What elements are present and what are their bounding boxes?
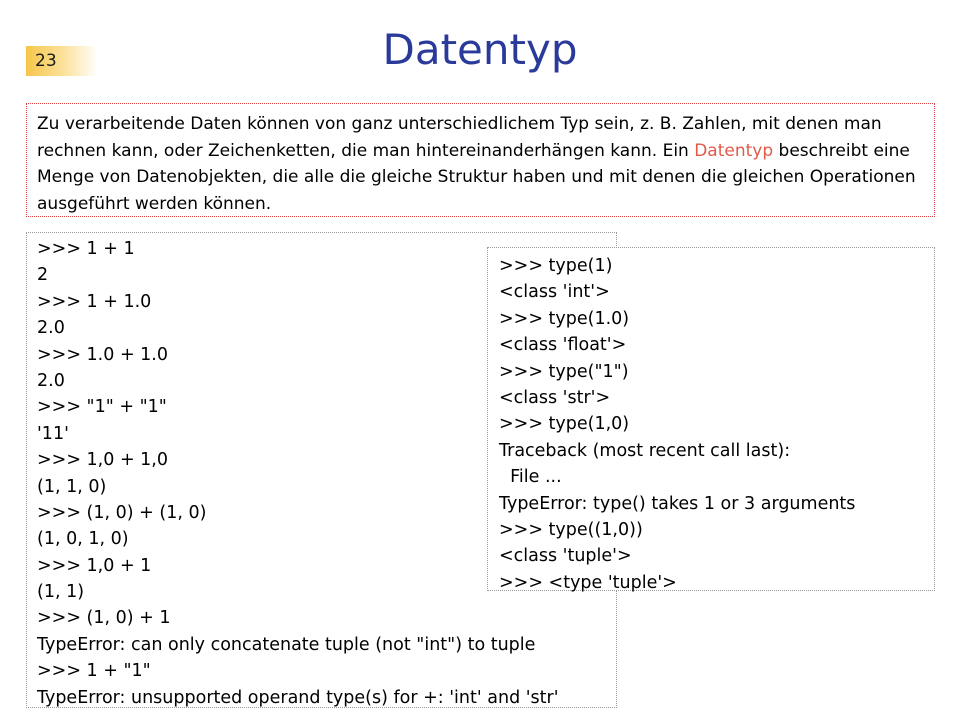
code-line: >>> 1,0 + 1,0 [37, 450, 169, 471]
code-line: >>> type((1,0)) [499, 519, 643, 540]
code-line: >>> type(1) [499, 256, 613, 276]
code-line: >>> 1 + 1 [37, 239, 135, 259]
code-line: >>> 1,0 + 1 [37, 555, 152, 576]
code-line: >>> 1 + 1.0 [37, 291, 152, 312]
code-line: >>> (1, 0) + 1 [37, 608, 171, 629]
code-line: >>> type(1,0) [499, 414, 630, 435]
code-line: (1, 0, 1, 0) [37, 529, 129, 550]
page-number-badge: 23 [26, 46, 98, 76]
code-line: (1, 1, 0) [37, 476, 107, 497]
code-line: >>> 1.0 + 1.0 [37, 344, 169, 365]
code-line: TypeError: type() takes 1 or 3 arguments [499, 493, 856, 514]
code-line: >>> type(1.0) [499, 308, 630, 329]
code-line: 2 [37, 265, 49, 286]
right-code-session [487, 247, 935, 591]
code-line: >>> 1 + "1" [37, 661, 151, 682]
intro-paragraph-box [26, 103, 935, 217]
intro-text-before: Zu verarbeitende Daten können von ganz unterschiedlichem Typ sein, z. B. Zahlen, mit denen man rechnen kann, oder Zeichenketten, die man hintereinanderhängen kann. Ein [37, 114, 882, 161]
code-line: >>> (1, 0) + (1, 0) [37, 502, 207, 523]
intro-text-after: beschreibt eine Menge von Datenobjekten, die alle die gleiche Struktur haben und mit denen die gleichen Operationen ausgeführt werden können. [37, 140, 916, 214]
code-line: TypeError: unsupported operand type(s) for +: 'int' and 'str' [37, 687, 559, 708]
code-line: >>> type("1") [499, 361, 629, 382]
code-line: (1, 1) [37, 582, 85, 603]
code-line: <class 'float'> [499, 335, 627, 356]
code-line: >>> <type 'tuple'> [499, 572, 677, 593]
slide-title: Datentyp [382, 25, 578, 74]
code-line: 2.0 [37, 318, 65, 339]
code-line: 2.0 [37, 370, 65, 391]
code-line: <class 'str'> [499, 387, 611, 408]
intro-highlight-term: Datentyp [694, 140, 774, 161]
code-line: <class 'tuple'> [499, 546, 632, 567]
code-line: '11' [37, 423, 69, 444]
code-line: TypeError: can only concatenate tuple (not "int") to tuple [37, 634, 536, 655]
code-line: Traceback (most recent call last): [499, 440, 791, 461]
code-line: <class 'int'> [499, 282, 610, 303]
code-line: File ... [499, 467, 562, 488]
code-line: >>> "1" + "1" [37, 397, 167, 418]
